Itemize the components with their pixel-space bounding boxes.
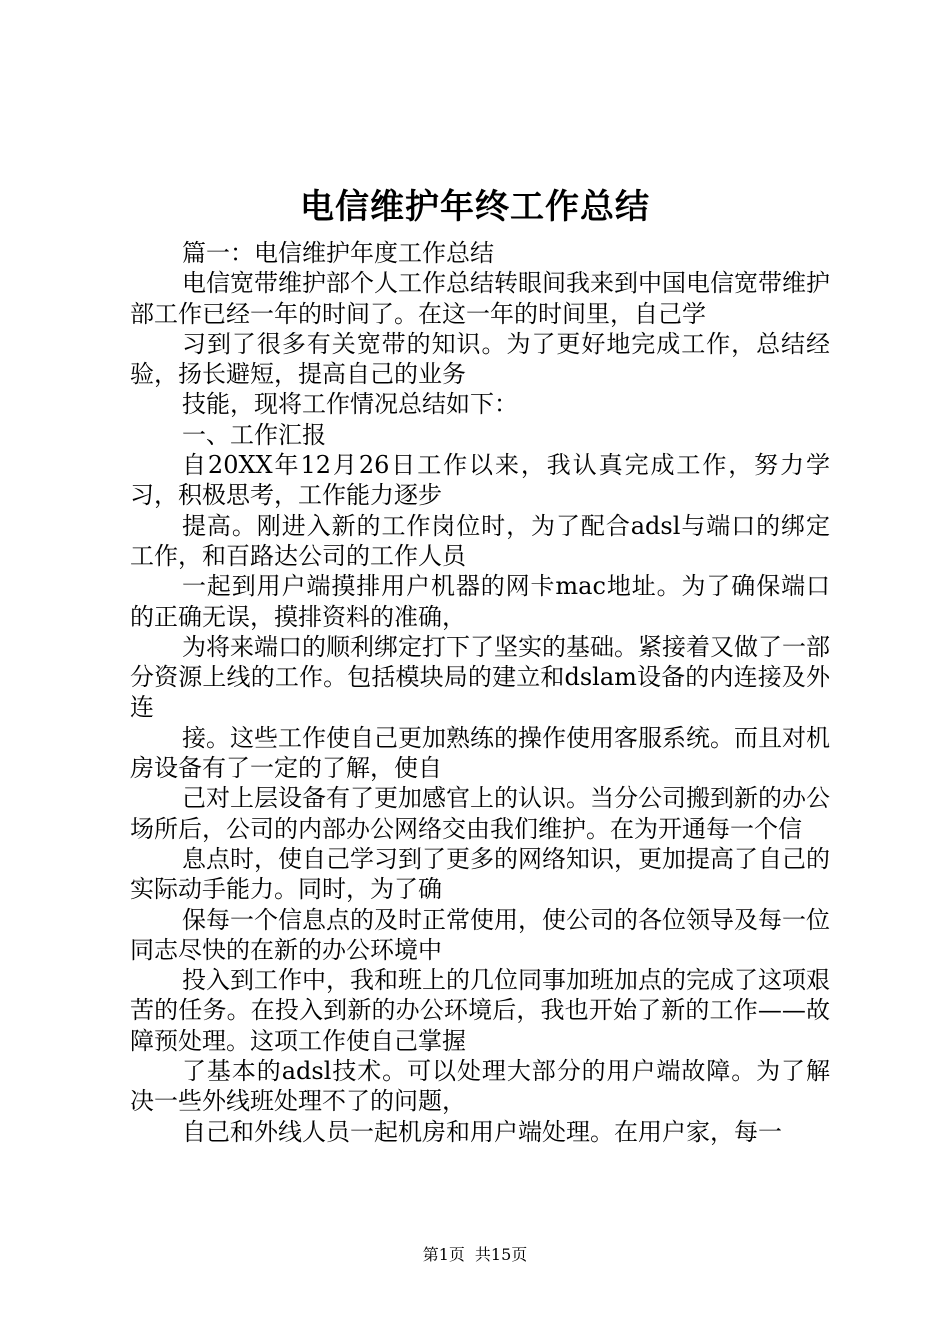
paragraph: 一、工作汇报 <box>182 420 326 449</box>
page-total: 共15页 <box>474 1245 528 1264</box>
page-footer <box>0 1244 950 1266</box>
paragraph: 自己和外线人员一起机房和用户端处理。在用户家，每一 <box>182 1117 782 1146</box>
paragraph: 投入到工作中，我和班上的几位同事加班加点的完成了这项艰苦的任务。在投入到新的办公环境后，我也开始了新的工作——故障预处理。这项工作使自己掌握 <box>130 966 830 1055</box>
paragraph: 习到了很多有关宽带的知识。为了更好地完成工作，总结经验，扬长避短，提高自己的业务 <box>130 329 830 389</box>
paragraph: 技能，现将工作情况总结如下： <box>182 390 518 419</box>
paragraph: 息点时，使自己学习到了更多的网络知识，更加提高了自己的实际动手能力。同时，为了确 <box>130 844 830 904</box>
paragraph: 己对上层设备有了更加感官上的认识。当分公司搬到新的办公场所后，公司的内部办公网络交由我们维护。在为开通每一个信 <box>130 784 830 843</box>
paragraph: 篇一：电信维护年度工作总结 <box>182 239 494 267</box>
paragraph: 为将来端口的顺利绑定打下了坚实的基础。紧接着又做了一部分资源上线的工作。包括模块局的建立和dslam设备的内连接及外连 <box>130 632 830 722</box>
document-body <box>130 238 830 1147</box>
document-title: 电信维护年终工作总结 <box>300 187 650 227</box>
paragraph: 接。这些工作使自己更加熟练的操作使用客服系统。而且对机房设备有了一定的了解，使自 <box>130 723 830 783</box>
paragraph: 提高。刚进入新的工作岗位时，为了配合adsl与端口的绑定工作，和百路达公司的工作人员 <box>130 511 830 570</box>
paragraph: 了基本的adsl技术。可以处理大部分的用户端故障。为了解决一些外线班处理不了的问题， <box>130 1057 830 1116</box>
paragraph: 自20XX年12月26日工作以来，我认真完成工作，努力学习，积极思考，工作能力逐步 <box>130 451 830 510</box>
paragraph: 电信宽带维护部个人工作总结转眼间我来到中国电信宽带维护部工作已经一年的时间了。在这一年的时间里，自己学 <box>130 269 830 328</box>
paragraph: 一起到用户端摸排用户机器的网卡mac地址。为了确保端口的正确无误，摸排资料的准确， <box>130 572 830 631</box>
page-number: 第1页 <box>422 1245 465 1264</box>
paragraph: 保每一个信息点的及时正常使用，使公司的各位领导及每一位同志尽快的在新的办公环境中 <box>130 905 830 964</box>
